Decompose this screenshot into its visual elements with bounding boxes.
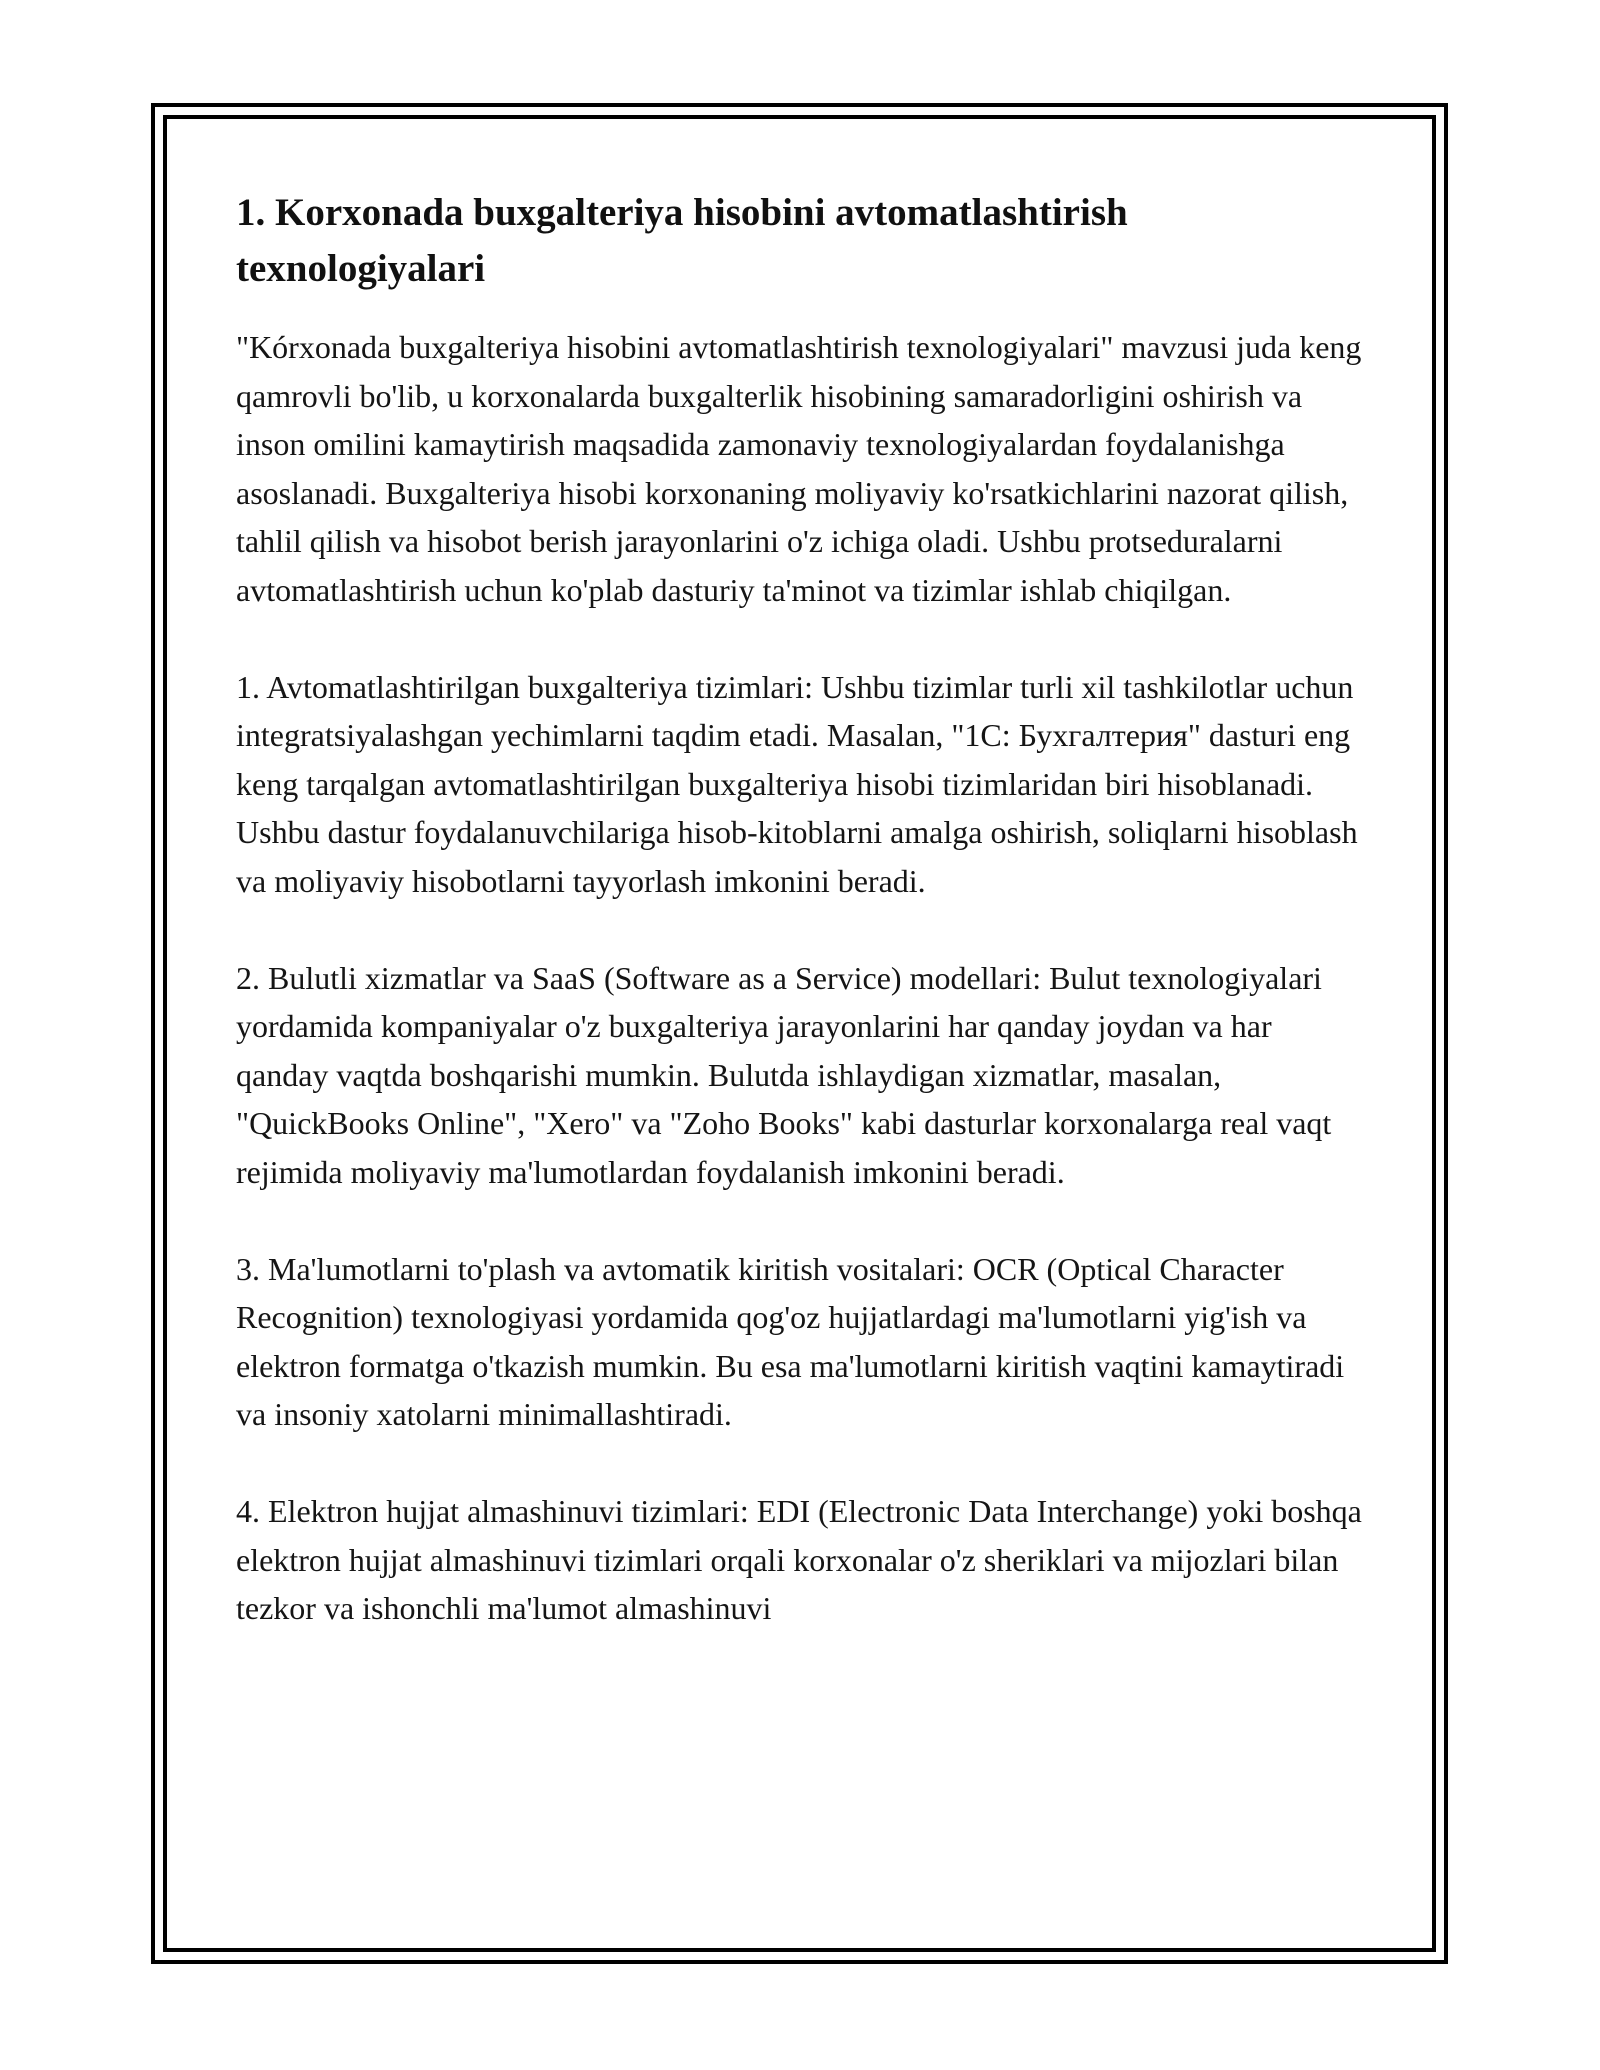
document-body [236, 185, 1366, 1681]
paragraph-data-collection: 3. Ma'lumotlarni to'plash va avtomatik kiritish vositalari: OCR (Optical Character Recognition) texnologiyasi yordamida qog'oz hujjatlardagi ma'lumotlarni yig'ish va elektron formatga o'tkazish mumkin. Bu esa ma'lumotlarni kiritish vaqtini kamaytiradi va insoniy xatolarni minimallashtiradi. [236, 1250, 1345, 1432]
paragraph-intro: "Kórxonada buxgalteriya hisobini avtomatlashtirish texnologiyalari" mavzusi juda keng qamrovli bo'lib, u korxonalarda buxgalterlik hisobining samaradorligini oshirish va inson omilini kamaytirish maqsadida zamonaviy texnologiyalardan foydalanishga asoslanadi. Buxgalteriya hisobi korxonaning moliyaviy ko'rsatkichlarini nazorat qilish, tahlil qilish va hisobot berish jarayonlarini o'z ichiga oladi. Ushbu protseduralarni avtomatlashtirish uchun ko'plab dasturiy ta'minot va tizimlar ishlab chiqilgan. [236, 329, 1362, 608]
paragraph-electronic-exchange: 4. Elektron hujjat almashinuvi tizimlari: EDI (Electronic Data Interchange) yoki boshqa elektron hujjat almashinuvi tizimlari orqali korxonalar o'z sheriklari va mijozlari bilan tezkor va ishonchli ma'lumot almashinuvi [236, 1493, 1362, 1626]
paragraph-automated-systems: 1. Avtomatlashtirilgan buxgalteriya tizimlari: Ushbu tizimlar turli xil tashkilotlar uchun integratsiyalashgan yechimlarni taqdim etadi. Masalan, "1C: Бухгалтерия" dasturi eng keng tarqalgan avtomatlashtirilgan buxgalteriya hisobi tizimlaridan biri hisoblanadi. Ushbu dastur foydalanuvchilariga hisob-kitoblarni amalga oshirish, soliqlarni hisoblash va moliyaviy hisobotlarni tayyorlash imkonini beradi. [236, 668, 1358, 899]
document-title: 1. Korxonada buxgalteriya hisobini avtomatlashtirish texnologiyalari [236, 191, 1128, 290]
paragraph-cloud-services: 2. Bulutli xizmatlar va SaaS (Software as a Service) modellari: Bulut texnologiyalari yordamida kompaniyalar o'z buxgalteriya jarayonlarini har qanday joydan va har qanday vaqtda boshqarishi mumkin. Bulutda ishlaydigan xizmatlar, masalan, "QuickBooks Online", "Xero" va "Zoho Books" kabi dasturlar korxonalarga real vaqt rejimida moliyaviy ma'lumotlardan foydalanish imkonini beradi. [236, 959, 1332, 1190]
